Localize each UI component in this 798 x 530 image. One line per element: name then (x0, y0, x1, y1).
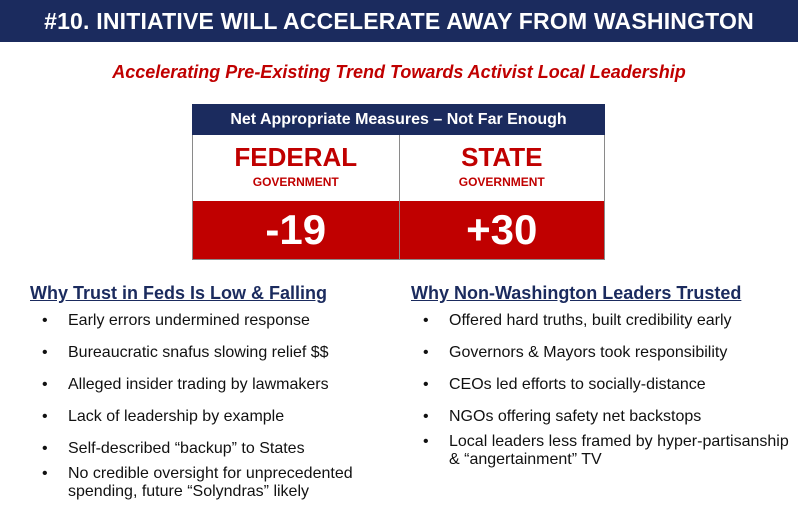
state-title: STATE (461, 142, 543, 172)
bullet-icon: • (42, 408, 48, 425)
list-item: • Bureaucratic snafus slowing relief $$ (42, 344, 329, 361)
feds-trust-heading: Why Trust in Feds Is Low & Falling (30, 283, 328, 303)
table-header: Net Appropriate Measures – Not Far Enough (192, 104, 605, 135)
feds-trust-list (30, 312, 400, 501)
slide-title: #10. INITIATIVE WILL ACCELERATE AWAY FROM WASHINGTON (44, 8, 754, 34)
local-trust-heading: Why Non-Washington Leaders Trusted (411, 283, 742, 303)
federal-column (193, 135, 399, 259)
list-item: • Alleged insider trading by lawmakers (42, 376, 329, 393)
list-item: • Governors & Mayors took responsibility (423, 344, 728, 361)
bullet-icon: • (423, 408, 429, 425)
bullet-icon: • (423, 433, 429, 450)
slide-title-banner (0, 0, 798, 42)
list-item: • Offered hard truths, built credibility early (423, 312, 732, 329)
comparison-table (192, 104, 605, 260)
bullet-icon: • (42, 344, 48, 361)
list-item: • No credible oversight for unprecedented spending, future “Solyndras” likely (42, 465, 353, 500)
bullet-icon: • (42, 440, 48, 457)
local-trust-list (411, 312, 791, 469)
bullet-icon: • (423, 376, 429, 393)
list-item: • Lack of leadership by example (42, 408, 285, 425)
list-item: • Local leaders less framed by hyper-partisanship & “angertainment” TV (423, 433, 789, 468)
state-subtitle: GOVERNMENT (458, 175, 545, 189)
state-column (399, 135, 605, 259)
bullet-icon: • (423, 344, 429, 361)
bullet-icon: • (42, 312, 48, 329)
list-item: • NGOs offering safety net backstops (423, 408, 702, 425)
list-item: • CEOs led efforts to socially-distance (423, 376, 706, 393)
list-item: • Self-described “backup” to States (42, 440, 305, 457)
bullet-icon: • (423, 312, 429, 329)
local-trust-section (411, 283, 791, 483)
state-score: +30 (400, 201, 605, 259)
federal-score: -19 (193, 201, 399, 259)
feds-trust-section (30, 283, 400, 515)
bullet-icon: • (42, 465, 48, 482)
table-cells (192, 135, 605, 260)
federal-subtitle: GOVERNMENT (252, 175, 339, 189)
slide-subtitle: Accelerating Pre-Existing Trend Towards Activist Local Leadership (112, 62, 686, 82)
list-item: • Early errors undermined response (42, 312, 310, 329)
federal-title: FEDERAL (234, 142, 358, 172)
bullet-icon: • (42, 376, 48, 393)
